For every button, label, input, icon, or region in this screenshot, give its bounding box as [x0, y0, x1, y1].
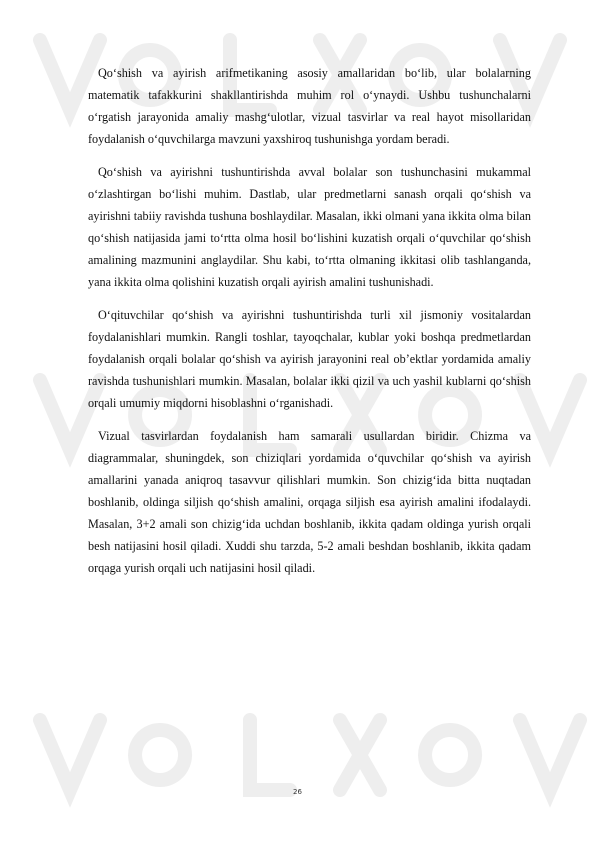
paragraph-2: Qo‘shish va ayirishni tushuntirishda avval bolalar son tushunchasini mukammal o‘zlashtirgan bo‘lishi muhim. Dastlab, ular predmetlarni sanash orqali qo‘shish va ayirishni tabiiy ravishda tushuna boshlaydilar. Masalan, ikki olmani yana ikkita olma bilan qo‘shish natijasida jami to‘rtta olma hosil bo‘lishini kuzatish orqali o‘quvchilar qo‘shish amalining mazmunini anglaydilar. Shu kabi, to‘rtta olmaning ikkitasi olib tashlanganda, yana ikkita olma qolishini kuzatish orqali ayirish amalini tushunishadi. — [88, 165, 531, 289]
paragraph-1: Qo‘shish va ayirish arifmetikaning asosiy amallaridan bo‘lib, ular bolalarning matematik tafakkurini shakllantirishda muhim rol o‘ynaydi. Ushbu tushunchalarni o‘rgatish jarayonida amaliy mashg‘ulotlar, vizual tasvirlar va real hayot misollaridan foydalanish o‘quvchilarga mavzuni yaxshiroq tushunishga yordam beradi. — [88, 66, 531, 146]
paragraph-3: O‘qituvchilar qo‘shish va ayirishni tushuntirishda turli xil jismoniy vositalardan foydalanishlari mumkin. Rangli toshlar, tayoqchalar, kublar yoki boshqa predmetlardan foydalanish orqali bolalar qo‘shish va ayirish jarayonini real ob’ektlar yordamida amaliy ravishda tushunishlari mumkin. Masalan, bolalar ikki qizil va uch yashil kublarni qo‘shish orqali umumiy miqdorni hisoblashni o‘rganishadi. — [88, 308, 531, 410]
document-body — [88, 62, 531, 590]
page-number: 26 — [293, 788, 302, 796]
paragraph-4: Vizual tasvirlardan foydalanish ham samarali usullardan biridir. Chizma va diagrammalar, shuningdek, son chiziqlari yordamida o‘quvchilar qo‘shish va ayirish amallarini yanada aniqroq tasavvur qilishlari mumkin. Son chizig‘ida bitta nuqtadan boshlanib, oldinga siljish qo‘shish amalini, orqaga siljish esa ayirish amalini ifodalaydi. Masalan, 3+2 amali son chizig‘ida uchdan boshlanib, ikkita qadam oldinga yurish orqali besh natijasini hosil qiladi. Xuddi shu tarzda, 5-2 amali beshdan boshlanib, ikkita qadam orqaga yurish orqali uch natijasini hosil qiladi. — [88, 429, 531, 575]
